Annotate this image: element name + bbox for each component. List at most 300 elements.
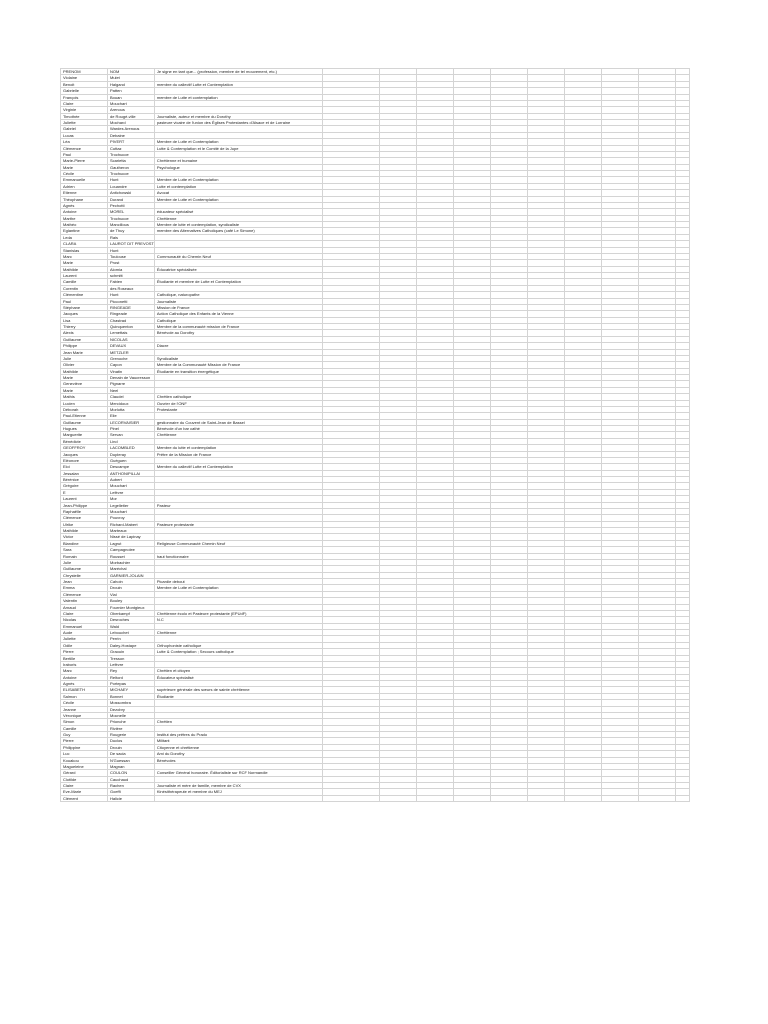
cell-nom[interactable]: Neel — [108, 387, 155, 393]
cell-nom[interactable]: Rougerie — [108, 732, 155, 738]
cell-nom[interactable]: Pinel — [108, 426, 155, 432]
cell-description[interactable]: Orthophoniste catholique — [154, 642, 322, 648]
cell-prenom[interactable]: Paul — [61, 298, 108, 304]
cell-nom[interactable]: Dupleray — [108, 451, 155, 457]
cell-prenom[interactable]: Alexis — [61, 330, 108, 336]
cell-prenom[interactable]: Philippe — [61, 343, 108, 349]
cell-nom[interactable]: Patten — [108, 88, 155, 94]
cell-nom[interactable]: MICHAEY — [108, 687, 155, 693]
cell-nom[interactable]: Lefèvre — [108, 661, 155, 667]
cell-nom[interactable]: Mochard — [108, 120, 155, 126]
cell-nom[interactable]: Wardes Arenous — [108, 126, 155, 132]
cell-prenom[interactable]: Paul-Etienne — [61, 413, 108, 419]
cell-nom[interactable]: LAUROT DIT PREVOST — [108, 241, 155, 247]
cell-nom[interactable]: De sacia — [108, 751, 155, 757]
cell-prenom[interactable]: Jacques — [61, 311, 108, 317]
empty-cell[interactable] — [490, 795, 527, 801]
cell-nom[interactable]: Tresson — [108, 655, 155, 661]
cell-description[interactable]: Mission de France — [154, 304, 322, 310]
cell-description[interactable]: Membre du lutte et contemplation — [154, 445, 322, 451]
cell-prenom[interactable]: Emmanuel — [61, 623, 108, 629]
cell-prenom[interactable]: Raphaëlle — [61, 508, 108, 514]
cell-description[interactable]: Étudiante en transition énergétique — [154, 368, 322, 374]
cell-prenom[interactable]: Iraboris — [61, 661, 108, 667]
cell-nom[interactable]: Louandre — [108, 183, 155, 189]
cell-prenom[interactable]: Clément — [61, 795, 108, 801]
cell-nom[interactable]: Hunt — [108, 292, 155, 298]
cell-description[interactable]: Citoyenne et chrétienne — [154, 744, 322, 750]
cell-nom[interactable]: Cuttaz — [108, 145, 155, 151]
cell-nom[interactable]: Pechotti — [108, 202, 155, 208]
cell-description[interactable]: Lutte & Contemplation ; Secours catholique — [154, 649, 322, 655]
cell-prenom[interactable]: Corentin — [61, 285, 108, 291]
cell-description[interactable]: Chrétienne écolo et Pasteure protestante (EPUdF) — [154, 610, 322, 616]
cell-prenom[interactable]: Stanislas — [61, 247, 108, 253]
cell-nom[interactable]: Lefèvre — [108, 489, 155, 495]
cell-prenom[interactable]: Blandine — [61, 540, 108, 546]
cell-prenom[interactable]: Marie — [61, 260, 108, 266]
cell-description[interactable]: Lutte et contemplation — [154, 183, 322, 189]
cell-prenom[interactable]: Romain — [61, 553, 108, 559]
cell-nom[interactable]: Scarietta — [108, 158, 155, 164]
cell-prenom[interactable]: Mathilde — [61, 266, 108, 272]
cell-description[interactable]: Catholique, naturopathe — [154, 292, 322, 298]
cell-nom[interactable]: Prionche — [108, 719, 155, 725]
cell-description[interactable]: Lutte & Contemplation et le Comité de la Jupe — [154, 145, 322, 151]
cell-nom[interactable]: Richard-Mabert — [108, 521, 155, 527]
cell-nom[interactable]: LACOMBLED — [108, 445, 155, 451]
cell-nom[interactable]: Trochucoe — [108, 215, 155, 221]
cell-description[interactable] — [154, 795, 322, 801]
cell-nom[interactable]: Magnan — [108, 763, 155, 769]
cell-prenom[interactable]: ELISABETH — [61, 687, 108, 693]
cell-prenom[interactable]: Julie — [61, 559, 108, 565]
cell-nom[interactable]: Rey — [108, 668, 155, 674]
cell-description[interactable]: Action Catholique des Enfants de la Vienne — [154, 311, 322, 317]
empty-cell[interactable] — [564, 795, 601, 801]
cell-prenom[interactable]: Geneviève — [61, 381, 108, 387]
cell-nom[interactable]: Picconetti — [108, 298, 155, 304]
cell-prenom[interactable]: Guy — [61, 732, 108, 738]
cell-prenom[interactable]: Mathis — [61, 394, 108, 400]
cell-nom[interactable]: GARNIER-JOLAIN — [108, 572, 155, 578]
cell-nom[interactable]: Cauchaud — [108, 776, 155, 782]
cell-description[interactable]: Membre de la communauté mission de France — [154, 324, 322, 330]
cell-description[interactable]: Institut des prêtres du Prado — [154, 732, 322, 738]
empty-cell[interactable] — [379, 795, 416, 801]
cell-prenom[interactable]: Bérénice — [61, 477, 108, 483]
cell-description[interactable]: Ouvrier de l'ONF — [154, 400, 322, 406]
cell-nom[interactable]: Mercidoux — [108, 400, 155, 406]
cell-description[interactable]: Éducatrice spécialisée — [154, 266, 322, 272]
cell-nom[interactable]: ANTHONIPILLAI — [108, 470, 155, 476]
cell-nom[interactable]: Alomia — [108, 266, 155, 272]
cell-nom[interactable]: Trochucoe — [108, 151, 155, 157]
cell-nom[interactable]: Perrin — [108, 636, 155, 642]
cell-prenom[interactable]: Eléonore — [61, 457, 108, 463]
cell-prenom[interactable]: Luc — [61, 751, 108, 757]
cell-prenom[interactable]: Magueleine — [61, 763, 108, 769]
cell-nom[interactable]: Chastrad — [108, 317, 155, 323]
cell-description[interactable]: Éducateur spécialisé — [154, 674, 322, 680]
cell-prenom[interactable]: CLARA — [61, 241, 108, 247]
cell-nom[interactable]: Hunt — [108, 177, 155, 183]
cell-nom[interactable]: Mor — [108, 496, 155, 502]
cell-prenom[interactable]: Jeanne — [61, 706, 108, 712]
cell-description[interactable]: Conseiller Général honoraire. Éditorialiste sur RCF Normandie — [154, 770, 322, 776]
header-cell-description[interactable]: Je signe en tant que... (profession, membre de tel mouvement, etc.) — [154, 69, 322, 75]
cell-description[interactable]: Kinésithérapeute et membre du MEJ — [154, 789, 322, 795]
cell-description[interactable]: Pasteur — [154, 502, 322, 508]
cell-description[interactable]: Psychologue — [154, 164, 322, 170]
cell-prenom[interactable]: Claire — [61, 100, 108, 106]
cell-nom[interactable]: Graouin — [108, 649, 155, 655]
cell-nom[interactable]: Rachen — [108, 783, 155, 789]
cell-nom[interactable]: de Thuy — [108, 228, 155, 234]
cell-prenom[interactable]: Valentin — [61, 598, 108, 604]
cell-nom[interactable]: Mancillous — [108, 222, 155, 228]
cell-prenom[interactable]: Eglantine — [61, 228, 108, 234]
cell-nom[interactable]: Capon — [108, 362, 155, 368]
cell-prenom[interactable]: Juliette — [61, 636, 108, 642]
cell-prenom[interactable]: GEOFFROY — [61, 445, 108, 451]
cell-prenom[interactable]: Adrien — [61, 183, 108, 189]
cell-nom[interactable]: Goeffi — [108, 789, 155, 795]
cell-nom[interactable]: Campagnolee — [108, 547, 155, 553]
cell-nom[interactable]: MOREL — [108, 209, 155, 215]
empty-cell[interactable] — [322, 795, 379, 801]
cell-prenom[interactable]: Bertille — [61, 655, 108, 661]
cell-prenom[interactable]: Virginie — [61, 107, 108, 113]
cell-description[interactable]: Bénévoles — [154, 757, 322, 763]
cell-prenom[interactable]: Lucien — [61, 400, 108, 406]
cell-nom[interactable]: Antichowski — [108, 190, 155, 196]
cell-nom[interactable]: Lebouchet — [108, 630, 155, 636]
cell-description[interactable]: Étudiante — [154, 693, 322, 699]
cell-prenom[interactable]: Pierre — [61, 738, 108, 744]
cell-nom[interactable]: Cahoin — [108, 579, 155, 585]
cell-nom[interactable]: Oberkampf — [108, 610, 155, 616]
cell-nom[interactable]: Lagrut — [108, 540, 155, 546]
cell-prenom[interactable]: Déborah — [61, 406, 108, 412]
cell-nom[interactable]: Lind — [108, 438, 155, 444]
cell-prenom[interactable]: Eve-Marie — [61, 789, 108, 795]
cell-prenom[interactable]: Emmanuelle — [61, 177, 108, 183]
cell-nom[interactable]: Fournier Montgieux — [108, 604, 155, 610]
cell-nom[interactable]: de Rougé-ville — [108, 113, 155, 119]
cell-description[interactable]: membre du callectif Lutte et Contemplation — [154, 81, 322, 87]
cell-prenom[interactable]: Jean-Philippe — [61, 502, 108, 508]
cell-description[interactable]: Pasteure protestante — [154, 521, 322, 527]
cell-nom[interactable]: Claudel — [108, 394, 155, 400]
cell-prenom[interactable]: Lucas — [61, 132, 108, 138]
cell-nom[interactable]: Toulouse — [108, 253, 155, 259]
cell-prenom[interactable]: Clémentine — [61, 292, 108, 298]
cell-nom[interactable]: Trochucoe — [108, 171, 155, 177]
cell-prenom[interactable]: Olivier — [61, 362, 108, 368]
cell-nom[interactable]: Mulet — [108, 75, 155, 81]
cell-description[interactable]: Journaliste et mère de famille, membre de CVX — [154, 783, 322, 789]
cell-description[interactable]: Chrétien — [154, 719, 322, 725]
cell-prenom[interactable]: Hugues — [61, 426, 108, 432]
header-cell-nom[interactable]: NOM — [108, 69, 155, 75]
cell-description[interactable]: éducateur spécialisé — [154, 209, 322, 215]
cell-nom[interactable]: Duclos — [108, 738, 155, 744]
cell-nom[interactable]: Mossombra — [108, 700, 155, 706]
cell-prenom[interactable]: Véronique — [61, 712, 108, 718]
cell-prenom[interactable]: Julie — [61, 355, 108, 361]
cell-nom[interactable]: Vial — [108, 591, 155, 597]
cell-prenom[interactable]: Clémence — [61, 515, 108, 521]
cell-nom[interactable]: Prost — [108, 260, 155, 266]
cell-nom[interactable]: Fabien — [108, 279, 155, 285]
cell-prenom[interactable]: Camille — [61, 279, 108, 285]
cell-nom[interactable]: Wald — [108, 623, 155, 629]
cell-nom[interactable]: Gautheron — [108, 164, 155, 170]
cell-description[interactable]: Syndicaliste — [154, 355, 322, 361]
cell-description[interactable]: membre de Lutte et contemplation — [154, 94, 322, 100]
cell-prenom[interactable]: Agnès — [61, 681, 108, 687]
cell-prenom[interactable]: Pierre — [61, 649, 108, 655]
cell-description[interactable]: Membre de Lutte et Contemplation — [154, 139, 322, 145]
cell-description[interactable]: Chrétienne — [154, 630, 322, 636]
cell-nom[interactable]: Maréchal — [108, 566, 155, 572]
cell-prenom[interactable]: Bénédicte — [61, 438, 108, 444]
empty-cell[interactable] — [638, 795, 675, 801]
cell-nom[interactable]: Morbachier — [108, 559, 155, 565]
cell-description[interactable]: Picardie debout — [154, 579, 322, 585]
cell-nom[interactable]: Aubert — [108, 477, 155, 483]
cell-nom[interactable]: Bonnet — [108, 693, 155, 699]
cell-prenom[interactable]: E — [61, 489, 108, 495]
cell-nom[interactable]: Pignarre — [108, 381, 155, 387]
cell-description[interactable]: Membre de la Communauté Mission de France — [154, 362, 322, 368]
cell-nom[interactable]: Debaine — [108, 132, 155, 138]
cell-prenom[interactable]: Ulrike — [61, 521, 108, 527]
cell-nom[interactable]: Ringeade — [108, 311, 155, 317]
cell-description[interactable]: Chrétienne — [154, 215, 322, 221]
cell-prenom[interactable]: Lisa — [61, 317, 108, 323]
cell-prenom[interactable]: Marguerite — [61, 432, 108, 438]
cell-description[interactable]: Bénévole d'un bar cathé — [154, 426, 322, 432]
cell-prenom[interactable]: Claire — [61, 610, 108, 616]
cell-prenom[interactable]: François — [61, 94, 108, 100]
cell-prenom[interactable]: Clémence — [61, 145, 108, 151]
cell-prenom[interactable]: Philippine — [61, 744, 108, 750]
cell-description[interactable]: Membre du callectif Lutte et Contemplation — [154, 464, 322, 470]
cell-prenom[interactable]: Stéphane — [61, 304, 108, 310]
cell-prenom[interactable]: Chrystelle — [61, 572, 108, 578]
cell-description[interactable]: Bénévole au Dorothy — [154, 330, 322, 336]
cell-nom[interactable]: Quinquenton — [108, 324, 155, 330]
cell-nom[interactable]: Rivière — [108, 725, 155, 731]
cell-nom[interactable]: Lemettais — [108, 330, 155, 336]
cell-prenom[interactable]: Aude — [61, 630, 108, 636]
cell-prenom[interactable]: Jessalan — [61, 470, 108, 476]
cell-prenom[interactable]: Mathilde — [61, 528, 108, 534]
cell-prenom[interactable]: Léa — [61, 139, 108, 145]
cell-prenom[interactable]: Cécile — [61, 171, 108, 177]
cell-description[interactable]: Membre de Lutte et Contemplation — [154, 196, 322, 202]
cell-nom[interactable]: PIVERT — [108, 139, 155, 145]
cell-description[interactable]: N.C — [154, 617, 322, 623]
cell-prenom[interactable]: Théophane — [61, 196, 108, 202]
cell-nom[interactable]: METZLER — [108, 349, 155, 355]
cell-description[interactable]: Religieuse Communauté Chemin Neuf — [154, 540, 322, 546]
cell-nom[interactable]: Hunt — [108, 247, 155, 253]
cell-prenom[interactable]: Odile — [61, 642, 108, 648]
cell-prenom[interactable]: Leda — [61, 234, 108, 240]
cell-description[interactable]: Chrétien et citoyen — [154, 668, 322, 674]
cell-prenom[interactable]: Simon — [61, 719, 108, 725]
cell-prenom[interactable]: Marie-Pierre — [61, 158, 108, 164]
cell-prenom[interactable]: Violaine — [61, 75, 108, 81]
empty-cell[interactable] — [675, 795, 689, 801]
cell-nom[interactable]: Guéguen — [108, 457, 155, 463]
cell-nom[interactable]: Nissé de Lapinay — [108, 534, 155, 540]
empty-cell[interactable] — [601, 795, 638, 801]
cell-nom[interactable]: Drouin — [108, 585, 155, 591]
empty-cell[interactable] — [453, 795, 490, 801]
cell-prenom[interactable]: Guillaume — [61, 566, 108, 572]
cell-prenom[interactable]: Antoine — [61, 674, 108, 680]
cell-prenom[interactable]: Emma — [61, 585, 108, 591]
cell-prenom[interactable]: Sara — [61, 547, 108, 553]
cell-description[interactable]: Chrétienne — [154, 432, 322, 438]
empty-cell[interactable] — [416, 795, 453, 801]
cell-nom[interactable]: Bouan — [108, 94, 155, 100]
cell-description[interactable]: Diacre — [154, 343, 322, 349]
cell-nom[interactable]: DEVAUX — [108, 343, 155, 349]
cell-prenom[interactable]: Grégoire — [61, 483, 108, 489]
cell-prenom[interactable]: Marie — [61, 164, 108, 170]
cell-nom[interactable]: COULON — [108, 770, 155, 776]
cell-prenom[interactable]: Mathilde — [61, 368, 108, 374]
cell-prenom[interactable]: Victor — [61, 534, 108, 540]
cell-nom[interactable]: Reltord — [108, 674, 155, 680]
cell-description[interactable]: Membre de Lutte et Contemplation — [154, 177, 322, 183]
cell-prenom[interactable]: Paul — [61, 151, 108, 157]
cell-description[interactable]: Protestante — [154, 406, 322, 412]
cell-nom[interactable]: Grenoche — [108, 355, 155, 361]
cell-prenom[interactable]: Etienne — [61, 190, 108, 196]
cell-description[interactable]: Journaliste — [154, 298, 322, 304]
cell-prenom[interactable]: Guillaume — [61, 336, 108, 342]
cell-prenom[interactable]: Marie — [61, 387, 108, 393]
cell-prenom[interactable]: Gérard — [61, 770, 108, 776]
cell-description[interactable]: supérieure générale des sœurs de sainte chrétienne — [154, 687, 322, 693]
cell-prenom[interactable]: Juliette — [61, 120, 108, 126]
cell-description[interactable]: membre des Alternatives Catholiques (café Le Simone) — [154, 228, 322, 234]
cell-nom[interactable]: Vinatin — [108, 368, 155, 374]
cell-prenom[interactable]: Jacques — [61, 451, 108, 457]
cell-description[interactable]: Chrétien catholique — [154, 394, 322, 400]
cell-nom[interactable]: Mocnelle — [108, 712, 155, 718]
empty-cell[interactable] — [527, 795, 564, 801]
cell-prenom[interactable]: Laurent — [61, 273, 108, 279]
cell-nom[interactable]: Elie — [108, 413, 155, 419]
cell-description[interactable]: gestionnaire du Couvent de Saint-Jean de Bassel — [154, 419, 322, 425]
cell-nom[interactable]: Daley-Hostape — [108, 642, 155, 648]
cell-prenom[interactable]: Clémence — [61, 591, 108, 597]
cell-nom[interactable]: Descampe — [108, 464, 155, 470]
cell-nom[interactable]: Halicie — [108, 795, 155, 801]
cell-prenom[interactable]: Cécile — [61, 700, 108, 706]
cell-description[interactable]: Prêtre de la Mission de France — [154, 451, 322, 457]
cell-prenom[interactable]: Kouakou — [61, 757, 108, 763]
cell-nom[interactable]: Denain de Vaucresson — [108, 375, 155, 381]
cell-nom[interactable]: N'Guessan — [108, 757, 155, 763]
cell-nom[interactable]: Durand — [108, 196, 155, 202]
cell-nom[interactable]: Morlotta — [108, 406, 155, 412]
cell-prenom[interactable]: Gabrielle — [61, 88, 108, 94]
cell-nom[interactable]: Portepas — [108, 681, 155, 687]
cell-description[interactable]: haut fonctionnaire — [154, 553, 322, 559]
header-cell-prenom[interactable]: PRENOM — [61, 69, 108, 75]
cell-prenom[interactable]: Marie — [61, 375, 108, 381]
cell-nom[interactable]: Mouchart — [108, 100, 155, 106]
cell-prenom[interactable]: Nicolas — [61, 617, 108, 623]
cell-nom[interactable]: Desroches — [108, 617, 155, 623]
cell-prenom[interactable]: Gabriel — [61, 126, 108, 132]
cell-nom[interactable]: NICOLAS — [108, 336, 155, 342]
cell-prenom[interactable]: Agnès — [61, 202, 108, 208]
cell-prenom[interactable]: Laurent — [61, 496, 108, 502]
cell-nom[interactable]: Mouchart — [108, 483, 155, 489]
cell-nom[interactable]: Halgand — [108, 81, 155, 87]
cell-prenom[interactable]: Guillaume — [61, 419, 108, 425]
cell-prenom[interactable]: Marc — [61, 253, 108, 259]
cell-description[interactable]: Militant — [154, 738, 322, 744]
cell-prenom[interactable]: Jean Marie — [61, 349, 108, 355]
cell-description[interactable]: Ami du Dorothy — [154, 751, 322, 757]
cell-description[interactable]: Communauté du Chemin Neuf — [154, 253, 322, 259]
cell-nom[interactable]: Legelletier — [108, 502, 155, 508]
cell-prenom[interactable]: Eloi — [61, 464, 108, 470]
cell-nom[interactable]: Bouley — [108, 598, 155, 604]
cell-prenom[interactable]: Salmon — [61, 693, 108, 699]
cell-prenom[interactable]: Mathéo — [61, 222, 108, 228]
cell-prenom[interactable]: Arnaud — [61, 604, 108, 610]
cell-description[interactable]: Catholique — [154, 317, 322, 323]
cell-prenom[interactable]: Thierry — [61, 324, 108, 330]
cell-prenom[interactable]: Claire — [61, 783, 108, 789]
cell-nom[interactable]: Drouin — [108, 744, 155, 750]
cell-prenom[interactable]: Jean — [61, 579, 108, 585]
cell-nom[interactable]: RINGEADE — [108, 304, 155, 310]
cell-description[interactable]: Journaliste, auteur et membre du Dorothy — [154, 113, 322, 119]
cell-nom[interactable]: Dezobry — [108, 706, 155, 712]
cell-prenom[interactable]: Timothée — [61, 113, 108, 119]
cell-prenom[interactable]: Marthe — [61, 215, 108, 221]
cell-nom[interactable]: Marteaux — [108, 528, 155, 534]
cell-prenom[interactable]: Antoine — [61, 209, 108, 215]
cell-nom[interactable]: schmitt — [108, 273, 155, 279]
cell-prenom[interactable]: Clotilde — [61, 776, 108, 782]
cell-description[interactable]: pasteure vicaire de l'union des Églises Protestantes d'Alsace et de Lorraine — [154, 120, 322, 126]
cell-description[interactable]: Étudiante et membre de Lutte et Contemplation — [154, 279, 322, 285]
cell-nom[interactable]: Pouvroy — [108, 515, 155, 521]
cell-nom[interactable]: Servan — [108, 432, 155, 438]
cell-description[interactable]: Membre de Lutte et Contemplation — [154, 585, 322, 591]
cell-nom[interactable]: Rousset — [108, 553, 155, 559]
cell-nom[interactable]: Rais — [108, 234, 155, 240]
cell-prenom[interactable]: Benoit — [61, 81, 108, 87]
cell-description[interactable]: Membre de lutte et contemplation, syndicaliste — [154, 222, 322, 228]
cell-nom[interactable]: LECORVAISIER — [108, 419, 155, 425]
cell-nom[interactable]: Arenous — [108, 107, 155, 113]
cell-description[interactable]: Chrétienne et humaine — [154, 158, 322, 164]
